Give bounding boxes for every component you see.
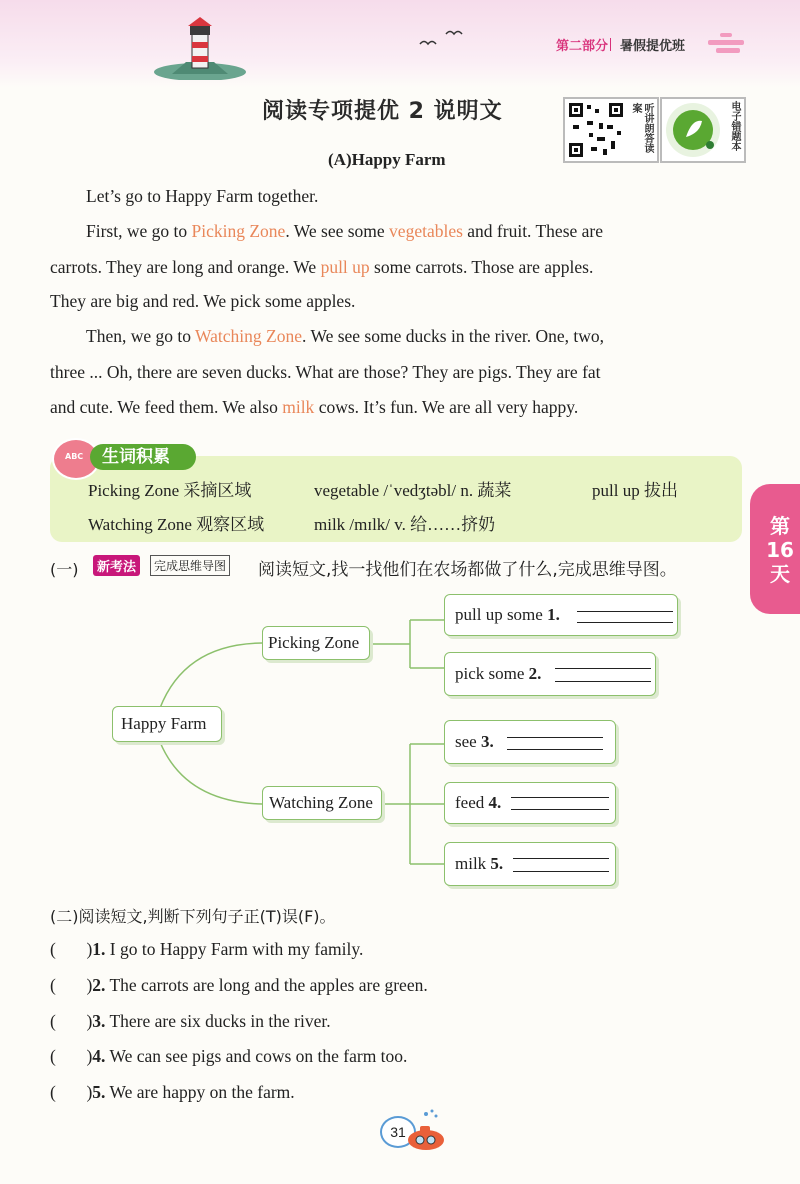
leaf-number: 4. <box>488 793 502 812</box>
tf-item-1 <box>50 939 363 960</box>
vocab-watching-zone: Watching Zone 观察区域 <box>88 515 265 534</box>
qr-card-answers[interactable] <box>563 97 659 163</box>
header-part: 第二部分 <box>556 38 609 53</box>
vocab-vegetable: vegetable /ˈvedʒtəbl/ n. 蔬菜 <box>314 481 512 500</box>
passage-line-6: three ... Oh, there are seven ducks. What are those? They are pigs. They are fat <box>50 362 601 382</box>
q2-instruction: (二)阅读短文,判断下列句子正(T)误(F)。 <box>50 907 336 926</box>
tf-text: We can see pigs and cows on the farm too. <box>109 1046 408 1066</box>
qr-label-wrongbook: 电子错题本 <box>729 101 740 151</box>
tf-item-3 <box>50 1011 331 1032</box>
mindmap-leaf-2 <box>444 652 656 696</box>
watching-zone-highlight: Watching Zone <box>195 326 303 346</box>
qr-label-answers: 听讲朗答读案 <box>630 103 653 153</box>
passage-line-1: Let’s go to Happy Farm together. <box>86 186 319 206</box>
answer-bracket[interactable]: ( ) <box>50 1011 93 1031</box>
tf-text: The carrots are long and the apples are green. <box>109 975 428 995</box>
milk-highlight: milk <box>282 397 315 417</box>
page-title: 阅读专项提优 2 说明文 <box>262 99 503 124</box>
answer-bracket[interactable]: ( ) <box>50 1046 93 1066</box>
lighthouse-icon <box>150 14 250 80</box>
mindmap-leaf-5 <box>444 842 616 886</box>
answer-blank-4b[interactable] <box>511 809 609 810</box>
leaf-number: 3. <box>480 732 494 751</box>
passage-line-5 <box>86 326 604 346</box>
page-number: 31 <box>380 1116 416 1148</box>
tf-item-4 <box>50 1046 407 1067</box>
tf-number: 2. <box>92 975 106 995</box>
leaf-number: 1. <box>547 605 560 624</box>
piggy-bank-icon: ABC <box>52 438 100 480</box>
birds-icon <box>418 26 464 48</box>
passage-text: and cute. We feed them. We also <box>50 397 283 417</box>
passage-line-3 <box>50 257 593 277</box>
tf-number: 4. <box>92 1046 106 1066</box>
header-class-name: 暑假提优班 <box>620 38 686 53</box>
q1-instruction: 阅读短文,找一找他们在农场都做了什么,完成思维导图。 <box>258 560 677 580</box>
tf-text: I go to Happy Farm with my family. <box>109 939 364 959</box>
mindmap-leaf-4 <box>444 782 616 824</box>
tf-number: 5. <box>92 1082 106 1102</box>
mindmap-root: Happy Farm <box>112 706 222 742</box>
leaf-text: milk <box>455 854 487 873</box>
tf-text: We are happy on the farm. <box>109 1082 295 1102</box>
leaf-text: see <box>455 732 477 751</box>
mindmap-branch-picking: Picking Zone <box>262 626 370 660</box>
answer-blank-3a[interactable] <box>507 737 603 738</box>
day-tab-suffix: 天 <box>770 562 790 586</box>
vocab-picking-zone: Picking Zone 采摘区域 <box>88 481 252 500</box>
answer-blank-5a[interactable] <box>513 858 609 859</box>
answer-blank-1b[interactable] <box>577 622 673 623</box>
day-tab <box>750 484 800 614</box>
tf-item-5 <box>50 1082 295 1103</box>
leaf-text: feed <box>455 793 485 812</box>
picking-zone-highlight: Picking Zone <box>191 221 286 241</box>
passage-text: some carrots. Those are apples. <box>369 257 594 277</box>
qr-card-wrongbook[interactable] <box>660 97 746 163</box>
passage-subtitle: (A)Happy Farm <box>328 150 446 169</box>
answer-blank-3b[interactable] <box>507 749 603 750</box>
leaf-text: pull up some <box>455 605 543 624</box>
mindmap-leaf-3 <box>444 720 616 764</box>
mindmap-branch-watching: Watching Zone <box>262 786 382 820</box>
day-tab-prefix: 第 <box>770 514 790 538</box>
answer-blank-2b[interactable] <box>555 681 651 682</box>
passage-text: . We see some ducks in the river. One, two, <box>302 326 605 346</box>
passage-text: Then, we go to <box>86 326 196 346</box>
vocab-title: 生词积累 <box>90 444 196 470</box>
passage-text: . We see some <box>285 221 390 241</box>
header-decoration-icon <box>706 30 746 60</box>
passage-line-4: They are big and red. We pick some apples. <box>50 291 356 311</box>
header-divider <box>610 38 611 51</box>
passage-line-7 <box>50 397 578 417</box>
day-tab-number: 16 <box>766 538 794 562</box>
answer-bracket[interactable]: ( ) <box>50 1082 93 1102</box>
leaf-text: pick some <box>455 664 525 683</box>
pull-up-highlight: pull up <box>320 257 370 277</box>
passage-text: and fruit. These are <box>462 221 604 241</box>
tf-number: 3. <box>92 1011 106 1031</box>
answer-blank-1a[interactable] <box>577 611 673 612</box>
leaf-number: 5. <box>490 854 504 873</box>
submarine-icon <box>398 1108 448 1154</box>
mindmap-leaf-1 <box>444 594 678 636</box>
leaf-number: 2. <box>528 664 542 683</box>
answer-bracket[interactable]: ( ) <box>50 939 93 959</box>
tf-item-2 <box>50 975 428 996</box>
answer-blank-4a[interactable] <box>511 797 609 798</box>
passage-text: carrots. They are long and orange. We <box>50 257 321 277</box>
answer-blank-2a[interactable] <box>555 668 651 669</box>
tf-number: 1. <box>92 939 106 959</box>
green-qr-icon <box>664 101 722 159</box>
vegetables-highlight: vegetables <box>389 221 463 241</box>
qr-code-icon <box>567 101 627 159</box>
answer-bracket[interactable]: ( ) <box>50 975 93 995</box>
answer-blank-5b[interactable] <box>513 871 609 872</box>
tf-text: There are six ducks in the river. <box>109 1011 331 1031</box>
q1-number: (一) <box>50 560 79 579</box>
passage-text: cows. It’s fun. We are all very happy. <box>314 397 579 417</box>
passage-line-2 <box>86 221 744 241</box>
passage-text: First, we go to <box>86 221 192 241</box>
new-exam-tag: 新考法 <box>93 555 140 576</box>
vocab-pull-up: pull up 拔出 <box>592 481 678 500</box>
vocab-milk: milk /mɪlk/ v. 给……挤奶 <box>314 515 496 534</box>
mindmap-tag: 完成思维导图 <box>150 555 230 576</box>
